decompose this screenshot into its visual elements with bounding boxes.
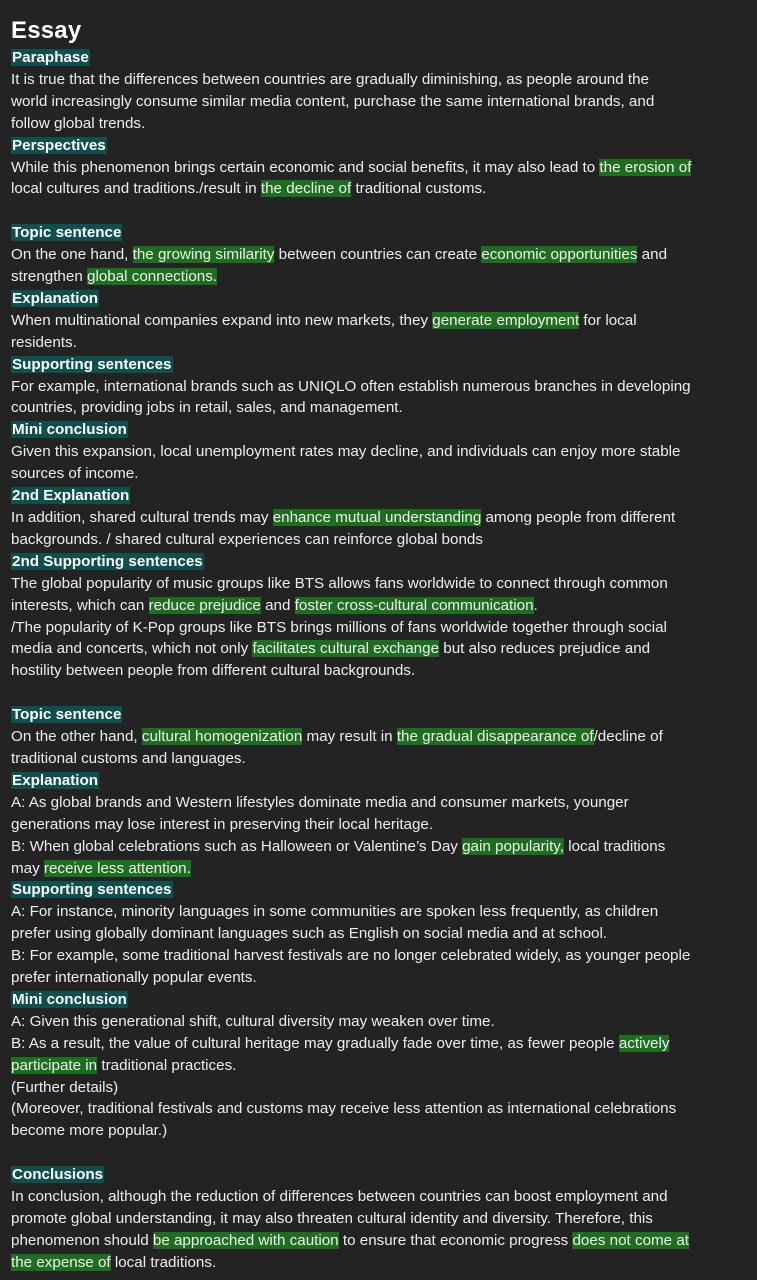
text-segment: For example, international brands such as UNIQLO often establish numerous branches in developing xyxy=(11,377,691,395)
essay-title: Essay xyxy=(11,17,82,44)
text-line xyxy=(11,113,753,135)
highlighted-phrase: be approached with caution xyxy=(152,1231,339,1249)
text-line xyxy=(11,1208,753,1230)
text-line xyxy=(11,397,753,419)
highlighted-phrase: generate employment xyxy=(432,311,580,329)
text-segment: but also reduces prejudice and xyxy=(439,640,651,658)
essay-block xyxy=(11,989,753,1142)
text-segment: . xyxy=(533,596,538,614)
text-segment: /The popularity of K-Pop groups like BTS brings millions of fans worldwide together through social xyxy=(11,618,667,636)
block-heading-row xyxy=(11,770,753,792)
text-line xyxy=(11,529,753,551)
text-segment: On the one hand, xyxy=(11,246,133,264)
text-segment: residents. xyxy=(11,333,77,351)
text-line xyxy=(11,792,753,814)
text-segment: backgrounds. / shared cultural experiences can reinforce global bonds xyxy=(11,530,483,548)
text-segment: A: For instance, minority languages in some communities are spoken less frequently, as children xyxy=(11,903,659,921)
text-segment: On the other hand, xyxy=(11,728,142,746)
text-segment: /decline of xyxy=(593,728,663,746)
text-line xyxy=(11,836,753,858)
text-segment: interests, which can xyxy=(11,596,149,614)
text-segment: local traditions. xyxy=(110,1253,217,1271)
text-segment: traditional practices. xyxy=(97,1056,237,1074)
essay-block xyxy=(11,485,753,551)
text-segment: among people from different xyxy=(481,509,676,527)
text-segment: sources of income. xyxy=(11,465,139,483)
block-heading-row xyxy=(11,1164,753,1186)
highlighted-phrase: enhance mutual understanding xyxy=(272,509,482,527)
text-segment: In conclusion, although the reduction of differences between countries can boost employment and xyxy=(11,1188,668,1206)
text-segment: While this phenomenon brings certain economic and social benefits, it may also lead to xyxy=(11,158,600,176)
text-line xyxy=(11,1252,753,1274)
text-line xyxy=(11,1230,753,1252)
text-segment: generations may lose interest in preserving their local heritage. xyxy=(11,815,434,833)
block-heading-row xyxy=(11,288,753,310)
text-segment: B: For example, some traditional harvest festivals are no longer celebrated widely, as younger people xyxy=(11,947,691,965)
text-segment: countries, providing jobs in retail, sales, and management. xyxy=(11,399,403,417)
text-segment: local cultures and traditions./result in xyxy=(11,180,261,198)
text-line xyxy=(11,1120,753,1142)
text-line xyxy=(11,1186,753,1208)
text-segment: (Further details) xyxy=(11,1078,119,1096)
text-segment: The global popularity of music groups like BTS allows fans worldwide to connect through common xyxy=(11,574,668,592)
text-line xyxy=(11,1077,753,1099)
text-segment: Given this expansion, local unemployment rates may decline, and individuals can enjoy more stable xyxy=(11,443,681,461)
text-segment: become more popular.) xyxy=(11,1122,168,1140)
text-segment: between countries can create xyxy=(274,246,482,264)
text-line xyxy=(11,638,753,660)
text-line xyxy=(11,660,753,682)
text-line xyxy=(11,901,753,923)
block-heading: 2nd Explanation xyxy=(12,487,130,505)
block-heading-row xyxy=(11,135,753,157)
block-heading: Explanation xyxy=(12,771,99,789)
text-line xyxy=(11,244,753,266)
essay-block xyxy=(11,47,753,135)
text-line xyxy=(11,1033,753,1055)
block-heading: Supporting sentences xyxy=(12,355,172,373)
highlighted-phrase: the growing similarity xyxy=(132,246,275,264)
text-segment: follow global trends. xyxy=(11,114,146,132)
block-heading-row xyxy=(11,704,753,726)
essay-block xyxy=(11,354,753,420)
text-segment: traditional customs. xyxy=(351,180,487,198)
text-line xyxy=(11,945,753,967)
text-line xyxy=(11,595,753,617)
essay-body xyxy=(11,47,753,1274)
block-heading: Paraphase xyxy=(12,49,89,66)
text-segment: and xyxy=(637,246,668,264)
essay-block xyxy=(11,704,753,770)
highlighted-phrase: the expense of xyxy=(11,1253,111,1271)
text-segment: to ensure that economic progress xyxy=(338,1231,573,1249)
section-spacer xyxy=(11,1142,753,1164)
highlighted-phrase: global connections. xyxy=(87,268,218,286)
text-line xyxy=(11,814,753,836)
text-segment: may xyxy=(11,859,44,877)
text-segment: B: When global celebrations such as Halloween or Valentine’s Day xyxy=(11,837,463,855)
text-segment: hostility between people from different cultural backgrounds. xyxy=(11,662,416,680)
essay-block xyxy=(11,419,753,485)
block-heading-row xyxy=(11,354,753,376)
highlighted-phrase: economic opportunities xyxy=(481,246,638,264)
text-line xyxy=(11,573,753,595)
text-line xyxy=(11,91,753,113)
highlighted-phrase: the gradual disappearance of xyxy=(396,728,594,746)
highlighted-phrase: cultural homogenization xyxy=(141,728,303,746)
highlighted-phrase: foster cross-cultural communication xyxy=(294,596,534,614)
text-line xyxy=(11,858,753,880)
block-heading-row xyxy=(11,879,753,901)
block-heading: Topic sentence xyxy=(12,224,122,242)
text-line xyxy=(11,69,753,91)
text-line xyxy=(11,1055,753,1077)
text-line xyxy=(11,748,753,770)
essay-block xyxy=(11,1164,753,1274)
essay-block xyxy=(11,770,753,880)
text-segment: local traditions xyxy=(563,837,666,855)
text-segment: B: As a result, the value of cultural heritage may gradually fade over time, as fewer people xyxy=(11,1034,619,1052)
block-heading: Explanation xyxy=(12,289,99,307)
text-segment: A: As global brands and Western lifestyles dominate media and consumer markets, younger xyxy=(11,793,629,811)
essay-block xyxy=(11,288,753,354)
block-heading: Supporting sentences xyxy=(12,881,172,899)
text-segment: strengthen xyxy=(11,268,87,286)
text-segment: for local xyxy=(579,311,637,329)
essay-block xyxy=(11,135,753,201)
text-segment: media and concerts, which not only xyxy=(11,640,253,658)
section-spacer xyxy=(11,200,753,222)
text-segment: When multinational companies expand into new markets, they xyxy=(11,311,433,329)
highlighted-phrase: does not come at xyxy=(572,1231,689,1249)
highlighted-phrase: receive less attention. xyxy=(43,859,191,877)
highlighted-phrase: gain popularity, xyxy=(462,837,564,855)
essay-block xyxy=(11,551,753,682)
essay-block xyxy=(11,222,753,288)
text-line xyxy=(11,463,753,485)
text-line xyxy=(11,266,753,288)
text-line xyxy=(11,967,753,989)
highlighted-phrase: the decline of xyxy=(260,180,352,198)
highlighted-phrase: facilitates cultural exchange xyxy=(252,640,440,658)
text-line xyxy=(11,1098,753,1120)
text-line xyxy=(11,1011,753,1033)
text-segment: A: Given this generational shift, cultural diversity may weaken over time. xyxy=(11,1012,495,1030)
text-segment: In addition, shared cultural trends may xyxy=(11,509,273,527)
block-heading-row xyxy=(11,551,753,573)
text-segment: (Moreover, traditional festivals and customs may receive less attention as international celebrations xyxy=(11,1100,677,1118)
text-segment: world increasingly consume similar media content, purchase the same international brands, and xyxy=(11,92,655,110)
text-segment: phenomenon should xyxy=(11,1231,153,1249)
text-segment: prefer internationally popular events. xyxy=(11,969,257,987)
block-heading: Mini conclusion xyxy=(12,421,127,439)
text-line xyxy=(11,923,753,945)
text-segment: It is true that the differences between countries are gradually diminishing, as people around the xyxy=(11,70,649,88)
highlighted-phrase: reduce prejudice xyxy=(148,596,261,614)
block-heading: Perspectives xyxy=(12,136,106,154)
block-heading-row xyxy=(11,47,753,69)
block-heading-row xyxy=(11,222,753,244)
section-spacer xyxy=(11,682,753,704)
text-segment: prefer using globally dominant languages such as English on social media and at school. xyxy=(11,925,608,943)
highlighted-phrase: the erosion of xyxy=(599,158,692,176)
text-line xyxy=(11,441,753,463)
highlighted-phrase: participate in xyxy=(11,1056,98,1074)
text-line xyxy=(11,726,753,748)
essay-block xyxy=(11,879,753,989)
block-heading: Conclusions xyxy=(12,1166,104,1184)
block-heading: Mini conclusion xyxy=(12,990,127,1008)
text-line xyxy=(11,178,753,200)
text-line xyxy=(11,157,753,179)
block-heading-row xyxy=(11,419,753,441)
block-heading: Topic sentence xyxy=(12,706,122,724)
text-segment: and xyxy=(260,596,295,614)
text-line xyxy=(11,332,753,354)
block-heading: 2nd Supporting sentences xyxy=(12,552,203,570)
text-line xyxy=(11,376,753,398)
text-segment: traditional customs and languages. xyxy=(11,749,246,767)
text-segment: promote global understanding, it may also threaten cultural identity and diversity. Therefore, this xyxy=(11,1209,653,1227)
block-heading-row xyxy=(11,485,753,507)
text-segment: may result in xyxy=(302,728,397,746)
text-line xyxy=(11,617,753,639)
highlighted-phrase: actively xyxy=(618,1034,670,1052)
block-heading-row xyxy=(11,989,753,1011)
text-line xyxy=(11,310,753,332)
text-line xyxy=(11,507,753,529)
